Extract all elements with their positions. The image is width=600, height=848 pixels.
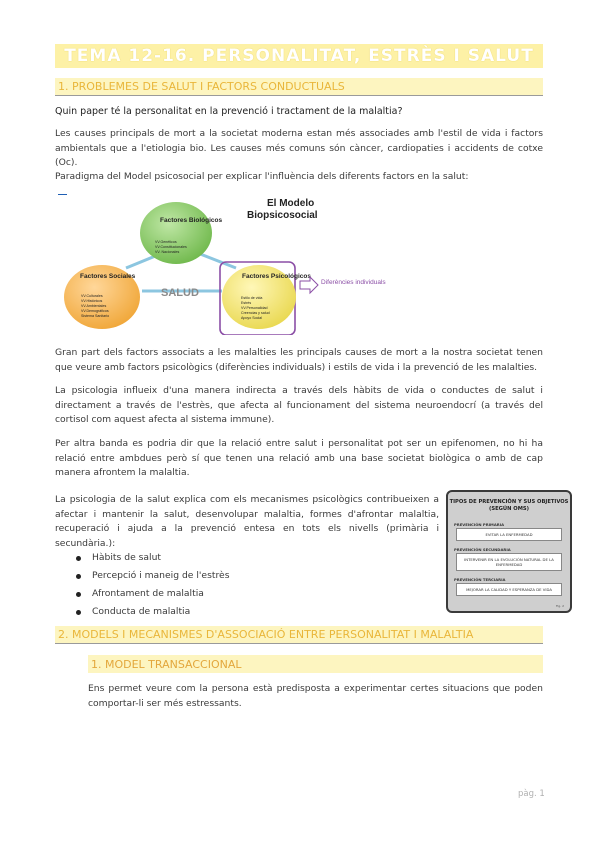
page-title: TEMA 12-16. PERSONALITAT, ESTRÈS I SALUT [55, 44, 543, 68]
subsection-heading: 1. MODEL TRANSACCIONAL [88, 655, 543, 673]
biopsychosocial-diagram [60, 195, 436, 335]
paragraph-transactional: Ens permet veure com la persona està predisposta a experimentar certes situacions que poden comportar-li ser més estressants. [88, 683, 543, 709]
paragraph-paradigm: Paradigma del Model psicosocial per explicar l'influència dels diferents factors en la salut: [55, 171, 469, 182]
prevention-footer: Fig. 2 [555, 604, 564, 608]
annotation-text: Diferències individuals [321, 279, 386, 286]
bullet-icon [76, 592, 81, 597]
question-text: Quin paper té la personalitat en la prevenció i tractament de la malaltia? [55, 106, 403, 117]
bio-item: VV.Constitucionales [155, 245, 187, 249]
social-item: VV.Ambientales [81, 304, 107, 308]
list-item [76, 567, 230, 585]
psico-item: Creencias y salud [241, 311, 270, 315]
paragraph-causes: Les causes principals de mort a la societat moderna estan més associades amb l'estil de vida i factors ambientals que a l'etiologia bio. Les causes més comuns són càncer, cardiopaties i accidents de cotxe (Oc). [55, 128, 543, 168]
page-number: pàg. 1 [518, 789, 545, 799]
psico-item: Estrés [241, 301, 252, 305]
psico-item: Apoyo Social [241, 316, 262, 320]
bio-item: VV. Nacionales [155, 250, 180, 254]
list-item [76, 603, 230, 621]
psico-title: Factores Psicológicos [242, 273, 311, 280]
psico-item: Estilo de vida [241, 296, 263, 300]
bullet-icon [76, 556, 81, 561]
bio-title: Factores Biológicos [160, 217, 223, 224]
list-item [76, 585, 230, 603]
list-item-text: Afrontament de malaltia [92, 588, 204, 599]
list-item [76, 549, 230, 567]
diagram-title-2: Biopsicosocial [247, 210, 318, 221]
prevention-title: TIPOS DE PREVENCIÓN Y SUS OBJETIVOS (SEGÚN OMS) [449, 499, 569, 512]
list-item-text: Hàbits de salut [92, 552, 162, 563]
prevention-goal: EVITAR LA ENFERMEDAD [456, 528, 562, 541]
salud-label: SALUD [161, 287, 199, 299]
section-heading-2: 2. MODELS I MECANISMES D'ASSOCIACIÓ ENTRE PERSONALITAT I MALALTIA [55, 626, 543, 644]
prevention-level-label: PREVENCIÓN SECUNDARIA [454, 547, 511, 552]
prevention-goal: MEJORAR LA CALIDAD Y ESPERANZA DE VIDA [456, 583, 562, 596]
prevention-level-label: PREVENCIÓN PRIMARIA [454, 522, 505, 527]
bio-circle [140, 202, 212, 264]
bullet-icon [76, 610, 81, 615]
list-item-text: Percepció i maneig de l'estrès [92, 570, 230, 581]
prevention-goal: INTERVENIR EN LA EVOLUCIÓN NATURAL DE LA ENFERMEDAD [456, 553, 562, 571]
prevention-level-label: PREVENCIÓN TERCIARIA [454, 577, 506, 582]
paragraph-psychology: La psicologia influeix d'una manera indirecta a través dels hàbits de vida o conductes de salut i directament a través de l'estrès, que afecta al funcionament del sistema neuroendocrí (a través del cortisol com aquest afecta al sistema immune). [55, 385, 543, 425]
bullet-icon [76, 574, 81, 579]
diagram-title-1: El Modelo [267, 198, 315, 209]
social-title: Factores Sociales [80, 273, 136, 280]
section-heading-1: 1. PROBLEMES DE SALUT I FACTORS CONDUCTUALS [55, 78, 543, 96]
social-item: Sistema Sanitario [81, 314, 110, 318]
social-item: VV.Demográficos [81, 309, 109, 313]
bio-item: VV.Genéticos [155, 240, 177, 244]
paragraph-epiphenomenon: Per altra banda es podria dir que la relació entre salut i personalitat pot ser un epifenomen, no hi ha relació entre ambdues però sí que tenen una relació amb una base societat biològica o amb de cap manera afrontem la malaltia. [55, 438, 543, 478]
list-item-text: Conducta de malaltia [92, 606, 191, 617]
bullet-list [76, 549, 230, 621]
paragraph-factors: Gran part dels factors associats a les malalties les principals causes de mort a la nostra societat tenen que veure amb factors psicològics (diferències individuals) i estils de vida i la prevenció de les malalties. [55, 347, 543, 373]
social-item: VV.Culturales [81, 294, 103, 298]
psico-item: VV.Personalidad [241, 306, 268, 310]
paragraph-health-psychology: La psicologia de la salut explica com els mecanismes psicològics contribueixen a afectar i mantenir la salut, desenvolupar malaltia, formes d'afrontar malaltia, recuperació i ajuda a la prevenció entesa en tots els nivells (primària i secundària.): [55, 494, 439, 549]
social-item: VV.Históricos [81, 299, 103, 303]
prevention-types-box [446, 490, 572, 613]
